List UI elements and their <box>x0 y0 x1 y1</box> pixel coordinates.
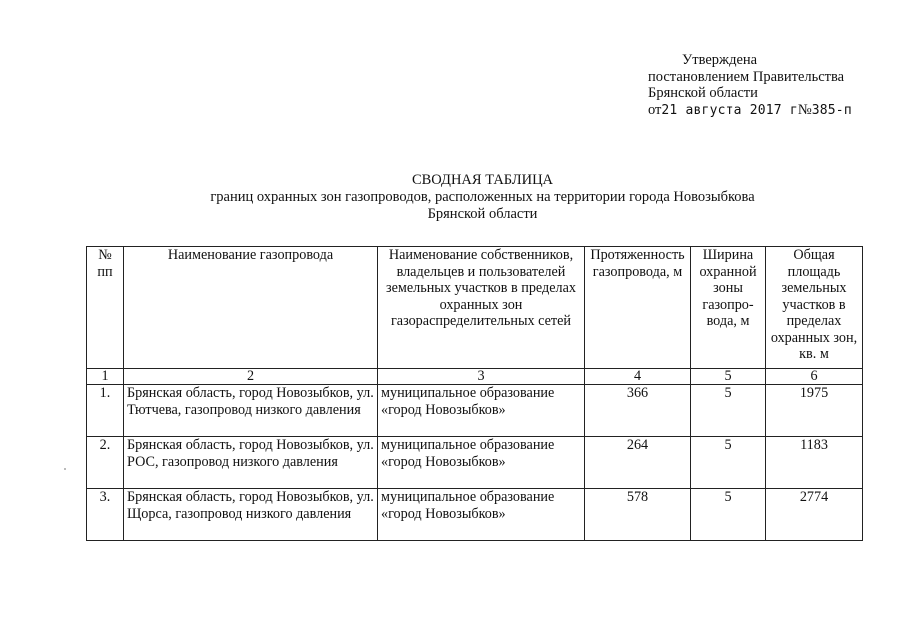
summary-table <box>86 246 863 541</box>
title-subtitle-line-2: Брянской области <box>427 206 538 222</box>
approval-line-1: Утверждена <box>682 52 758 68</box>
zone-width: 5 <box>691 489 766 541</box>
table-row <box>87 385 863 437</box>
total-area: 1975 <box>766 385 863 437</box>
total-area: 2774 <box>766 489 863 541</box>
approval-date-line <box>648 102 852 120</box>
document-title <box>0 172 905 223</box>
table-row <box>87 489 863 541</box>
pipeline-name: Брянская область, город Новозыбков, ул. РОС, газопровод низкого давления <box>124 437 378 489</box>
column-number: 5 <box>691 369 766 385</box>
zone-width: 5 <box>691 437 766 489</box>
header-owners: Наименование собственников, владельцев и пользователей земельных участков в пределах охранных зон газораспределительных сетей <box>378 247 585 369</box>
title-heading: СВОДНАЯ ТАБЛИЦА <box>411 172 554 188</box>
approval-line-2: постановлением Правительства <box>648 68 845 85</box>
title-subtitle-line-1: границ охранных зон газопроводов, расположенных на территории города Новозыбкова <box>210 189 755 205</box>
total-area: 1183 <box>766 437 863 489</box>
pipeline-name: Брянская область, город Новозыбков, ул. Щорса, газопровод низкого давления <box>124 489 378 541</box>
zone-width: 5 <box>691 385 766 437</box>
table-row <box>87 437 863 489</box>
row-number: 3. <box>87 489 124 541</box>
approval-date-value: 21 августа 2017 г <box>661 102 798 118</box>
column-number: 1 <box>87 369 124 385</box>
header-pipeline-name: Наименование газопровода <box>124 247 378 369</box>
approval-stamp <box>648 52 852 119</box>
header-length: Протяженность газопровода, м <box>585 247 691 369</box>
table-header-row <box>87 247 863 369</box>
header-zone-width: Ширина охранной зоны газопро-вода, м <box>691 247 766 369</box>
pipeline-length: 366 <box>585 385 691 437</box>
column-number: 3 <box>378 369 585 385</box>
scan-speck <box>64 468 66 470</box>
column-number-row <box>87 369 863 385</box>
row-number: 1. <box>87 385 124 437</box>
row-number: 2. <box>87 437 124 489</box>
column-number: 6 <box>766 369 863 385</box>
header-total-area: Общая площадь земельных участков в пределах охранных зон, кв. м <box>766 247 863 369</box>
pipeline-length: 578 <box>585 489 691 541</box>
approval-number-sign: № <box>797 101 812 118</box>
approval-line-3: Брянской области <box>648 85 758 101</box>
approval-date-prefix: от <box>648 101 662 118</box>
pipeline-name: Брянская область, город Новозыбков, ул. Тютчева, газопровод низкого давления <box>124 385 378 437</box>
column-number: 2 <box>124 369 378 385</box>
approval-number-value: 385-п <box>811 102 852 118</box>
owner-name: муниципальное образование «город Новозыбков» <box>378 385 585 437</box>
header-number: № пп <box>87 247 124 369</box>
owner-name: муниципальное образование «город Новозыбков» <box>378 489 585 541</box>
owner-name: муниципальное образование «город Новозыбков» <box>378 437 585 489</box>
column-number: 4 <box>585 369 691 385</box>
pipeline-length: 264 <box>585 437 691 489</box>
